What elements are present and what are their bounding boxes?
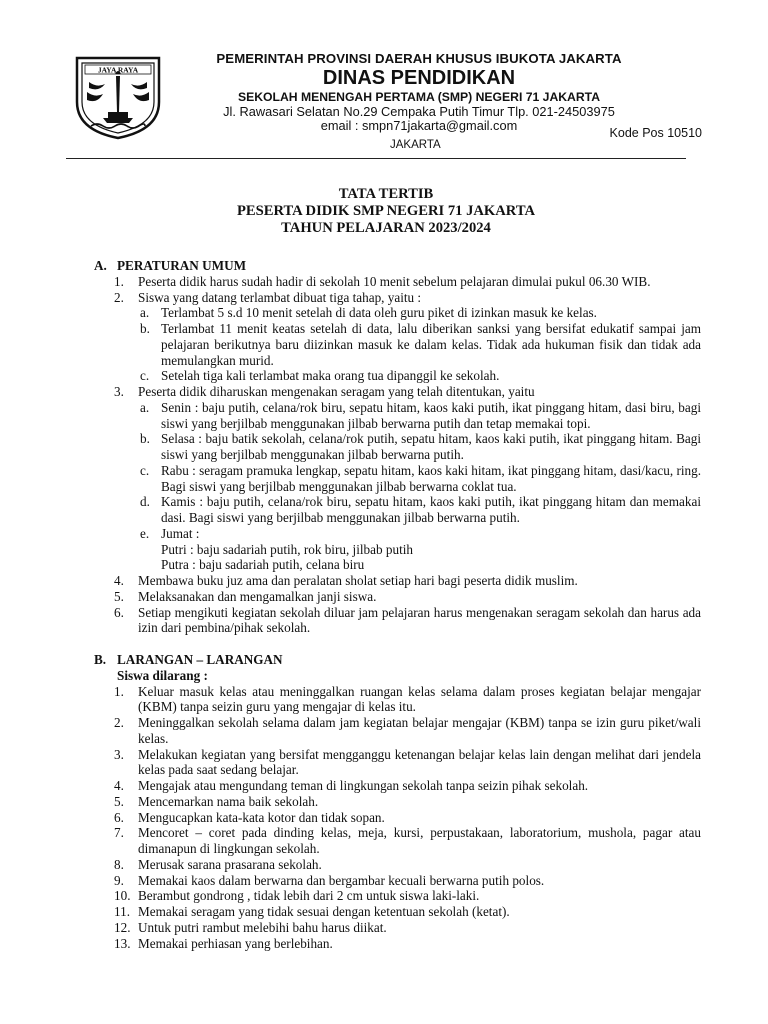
sub-list-item	[94, 368, 701, 384]
item-number: 3.	[114, 384, 124, 399]
letterhead-city: JAKARTA	[390, 139, 441, 151]
list-item	[94, 684, 701, 716]
letterhead-line2: DINAS PENDIDIKAN	[322, 67, 516, 89]
sub-list-item	[94, 431, 701, 463]
list-item	[94, 778, 701, 794]
item-number: 9.	[114, 872, 124, 888]
item-text: Mengajak atau mengundang teman di lingkungan sekolah tanpa seizin pihak sekolah.	[138, 778, 589, 793]
item-letter: a.	[140, 399, 150, 415]
item-number: 4.	[114, 778, 124, 793]
document-title	[0, 186, 768, 237]
item-text: Rabu : seragam pramuka lengkap, sepatu hitam, kaos kaki hitam, ikat pinggang hitam, dasi/kacu, ring. Bagi siswi yang berjilbab menggunakan jilbab berwarna coklat tua.	[161, 462, 701, 494]
sub-list-item	[94, 463, 701, 495]
title-line3: TAHUN PELAJARAN 2023/2024	[281, 220, 491, 236]
section-letter: A.	[94, 258, 107, 273]
item-text: Untuk putri rambut melebihi bahu harus diikat.	[138, 919, 387, 935]
list-item	[94, 810, 701, 826]
document-body	[94, 258, 701, 951]
item-text: Terlambat 11 menit keatas setelah di data, lalu diberikan sanksi yang bersifat edukatif sampai jam pelajaran berikutnya baru diizinkan masuk ke dalam kelas. Tidak ada hukuman fisik dan tidak ada memulangkan murid.	[161, 321, 701, 368]
item-text: Jumat :	[161, 525, 200, 541]
item-text: Selasa : baju batik sekolah, celana/rok putih, sepatu hitam, kaos kaki putih, ikat pinggang hitam. Bagi siswi yang berjilbab menggunakan jilbab berwarna putih.	[161, 431, 701, 462]
list-item	[94, 290, 701, 306]
item-text: Peserta didik diharuskan mengenakan seragam yang telah ditentukan, yaitu	[138, 384, 535, 399]
item-text: Meninggalkan sekolah selama dalam jam kegiatan belajar mengajar (KBM) tanpa se izin guru piket/wali kelas.	[138, 715, 701, 746]
item-text: Memakai perhiasan yang berlebihan.	[138, 935, 333, 951]
list-item	[94, 920, 701, 936]
sub-list-item	[94, 305, 701, 321]
item-text: Mencemarkan nama baik sekolah.	[138, 793, 319, 809]
section-title: LARANGAN – LARANGAN	[117, 652, 283, 667]
list-item	[94, 573, 701, 589]
item-number: 1.	[114, 273, 124, 289]
item-text: Siswa yang datang terlambat dibuat tiga tahap, yaitu :	[138, 289, 422, 305]
item-text: Merusak sarana prasarana sekolah.	[138, 856, 322, 872]
sub-list-item	[94, 321, 701, 368]
section-b-heading	[94, 652, 701, 668]
item-text: Berambut gondrong , tidak lebih dari 2 cm untuk siswa laki-laki.	[138, 888, 480, 904]
item-text: Melakukan kegiatan yang bersifat mengganggu ketenangan belajar kelas lain dengan melihat dari jendela kelas pada saat sedang belajar.	[138, 746, 701, 778]
logo-text: JAYA RAYA	[97, 65, 139, 75]
list-item	[94, 747, 701, 779]
section-a-heading	[94, 258, 701, 274]
list-item	[94, 605, 701, 637]
item-number: 5.	[114, 793, 124, 809]
item-number: 2.	[114, 715, 124, 730]
title-line2: PESERTA DIDIK SMP NEGERI 71 JAKARTA	[236, 203, 536, 219]
item-letter: d.	[140, 494, 150, 510]
item-number: 4.	[114, 573, 124, 588]
letterhead	[170, 52, 668, 133]
letterhead-line3: SEKOLAH MENENGAH PERTAMA (SMP) NEGERI 71 JAKARTA	[237, 90, 601, 104]
item-letter: c.	[140, 368, 150, 384]
sub-list-item	[94, 400, 701, 432]
sub-list-item	[94, 494, 701, 526]
section-letter: B.	[94, 652, 107, 667]
sub-list-line: Putra : baju sadariah putih, celana biru	[161, 557, 365, 573]
item-number: 1.	[114, 683, 124, 699]
item-text: Membawa buku juz ama dan peralatan sholat setiap hari bagi peserta didik muslim.	[138, 573, 578, 588]
title-line1: TATA TERTIB	[338, 186, 434, 202]
list-item	[94, 857, 701, 873]
list-item	[94, 384, 701, 400]
sub-list-line: Putri : baju sadariah putih, rok biru, jilbab putih	[161, 541, 413, 557]
section-spacer	[94, 636, 701, 652]
item-number: 13.	[114, 935, 131, 951]
letterhead-divider	[66, 158, 686, 159]
item-number: 10.	[114, 888, 131, 904]
item-text: Memakai kaos dalam berwarna dan bergambar kecuali berwarna putih polos.	[138, 872, 545, 888]
item-text: Setelah tiga kali terlambat maka orang tua dipanggil ke sekolah.	[161, 368, 500, 384]
list-item	[94, 589, 701, 605]
item-letter: b.	[140, 431, 150, 447]
list-item	[94, 715, 701, 747]
item-letter: a.	[140, 305, 150, 321]
item-text: Mencoret – coret pada dinding kelas, meja, kursi, perpustakaan, laboratorium, mushola, pagar atau dimanapun di lingkungan sekolah.	[138, 825, 701, 856]
item-text: Melaksanakan dan mengamalkan janji siswa.	[138, 588, 377, 604]
sub-list-item	[94, 526, 701, 542]
item-number: 8.	[114, 856, 124, 872]
item-text: Setiap mengikuti kegiatan sekolah diluar jam pelajaran harus mengenakan seragam sekolah dan harus ada izin dari pembina/pihak sekolah.	[138, 604, 701, 636]
letterhead-address: Jl. Rawasari Selatan No.29 Cempaka Putih Timur Tlp. 021-24503975	[223, 104, 615, 119]
list-item	[94, 794, 701, 810]
letterhead-email: email : smpn71jakarta@gmail.com	[320, 118, 518, 133]
item-number: 7.	[114, 825, 124, 841]
section-title: PERATURAN UMUM	[117, 258, 247, 273]
jakarta-crest-logo	[73, 52, 163, 140]
item-letter: c.	[140, 462, 150, 478]
item-number: 11.	[114, 904, 130, 919]
item-number: 5.	[114, 588, 124, 604]
section-b-intro: Siswa dilarang :	[117, 667, 208, 683]
letterhead-kode-pos: Kode Pos 10510	[609, 126, 702, 140]
list-item	[94, 274, 701, 290]
item-text: Keluar masuk kelas atau meninggalkan ruangan kelas selama dalam proses kegiatan belajar mengajar (KBM) tanpa seizin guru yang mengajar di kelas itu.	[138, 683, 701, 715]
item-number: 12.	[114, 919, 131, 935]
list-item	[94, 904, 701, 920]
item-text: Memakai seragam yang tidak sesuai dengan ketentuan sekolah (ketat).	[138, 904, 510, 919]
item-text: Kamis : baju putih, celana/rok biru, sepatu hitam, kaos kaki putih, ikat pinggang hitam dan memakai dasi. Bagi siswi yang berjilbab menggunakan jilbab berwarna putih.	[161, 494, 701, 525]
list-item	[94, 936, 701, 952]
item-letter: b.	[140, 321, 150, 336]
item-number: 6.	[114, 809, 124, 825]
item-text: Mengucapkan kata-kata kotor dan tidak sopan.	[138, 809, 385, 825]
letterhead-line1: PEMERINTAH PROVINSI DAERAH KHUSUS IBUKOTA JAKARTA	[216, 51, 622, 66]
item-number: 6.	[114, 604, 124, 620]
item-number: 3.	[114, 746, 124, 762]
list-item	[94, 888, 701, 904]
item-letter: e.	[140, 525, 150, 541]
item-text: Terlambat 5 s.d 10 menit setelah di data oleh guru piket di izinkan masuk ke kelas.	[161, 305, 597, 321]
item-text: Peserta didik harus sudah hadir di sekolah 10 menit sebelum pelajaran dimulai pukul 06.30 WIB.	[138, 273, 651, 289]
item-number: 2.	[114, 289, 124, 305]
list-item	[94, 825, 701, 857]
list-item	[94, 873, 701, 889]
item-text: Senin : baju putih, celana/rok biru, sepatu hitam, kaos kaki putih, ikat pinggang hitam, dasi biru, bagi siswi yang berjilbab menggunakan jilbab berwarna putih dan tetap memakai topi.	[161, 399, 701, 431]
